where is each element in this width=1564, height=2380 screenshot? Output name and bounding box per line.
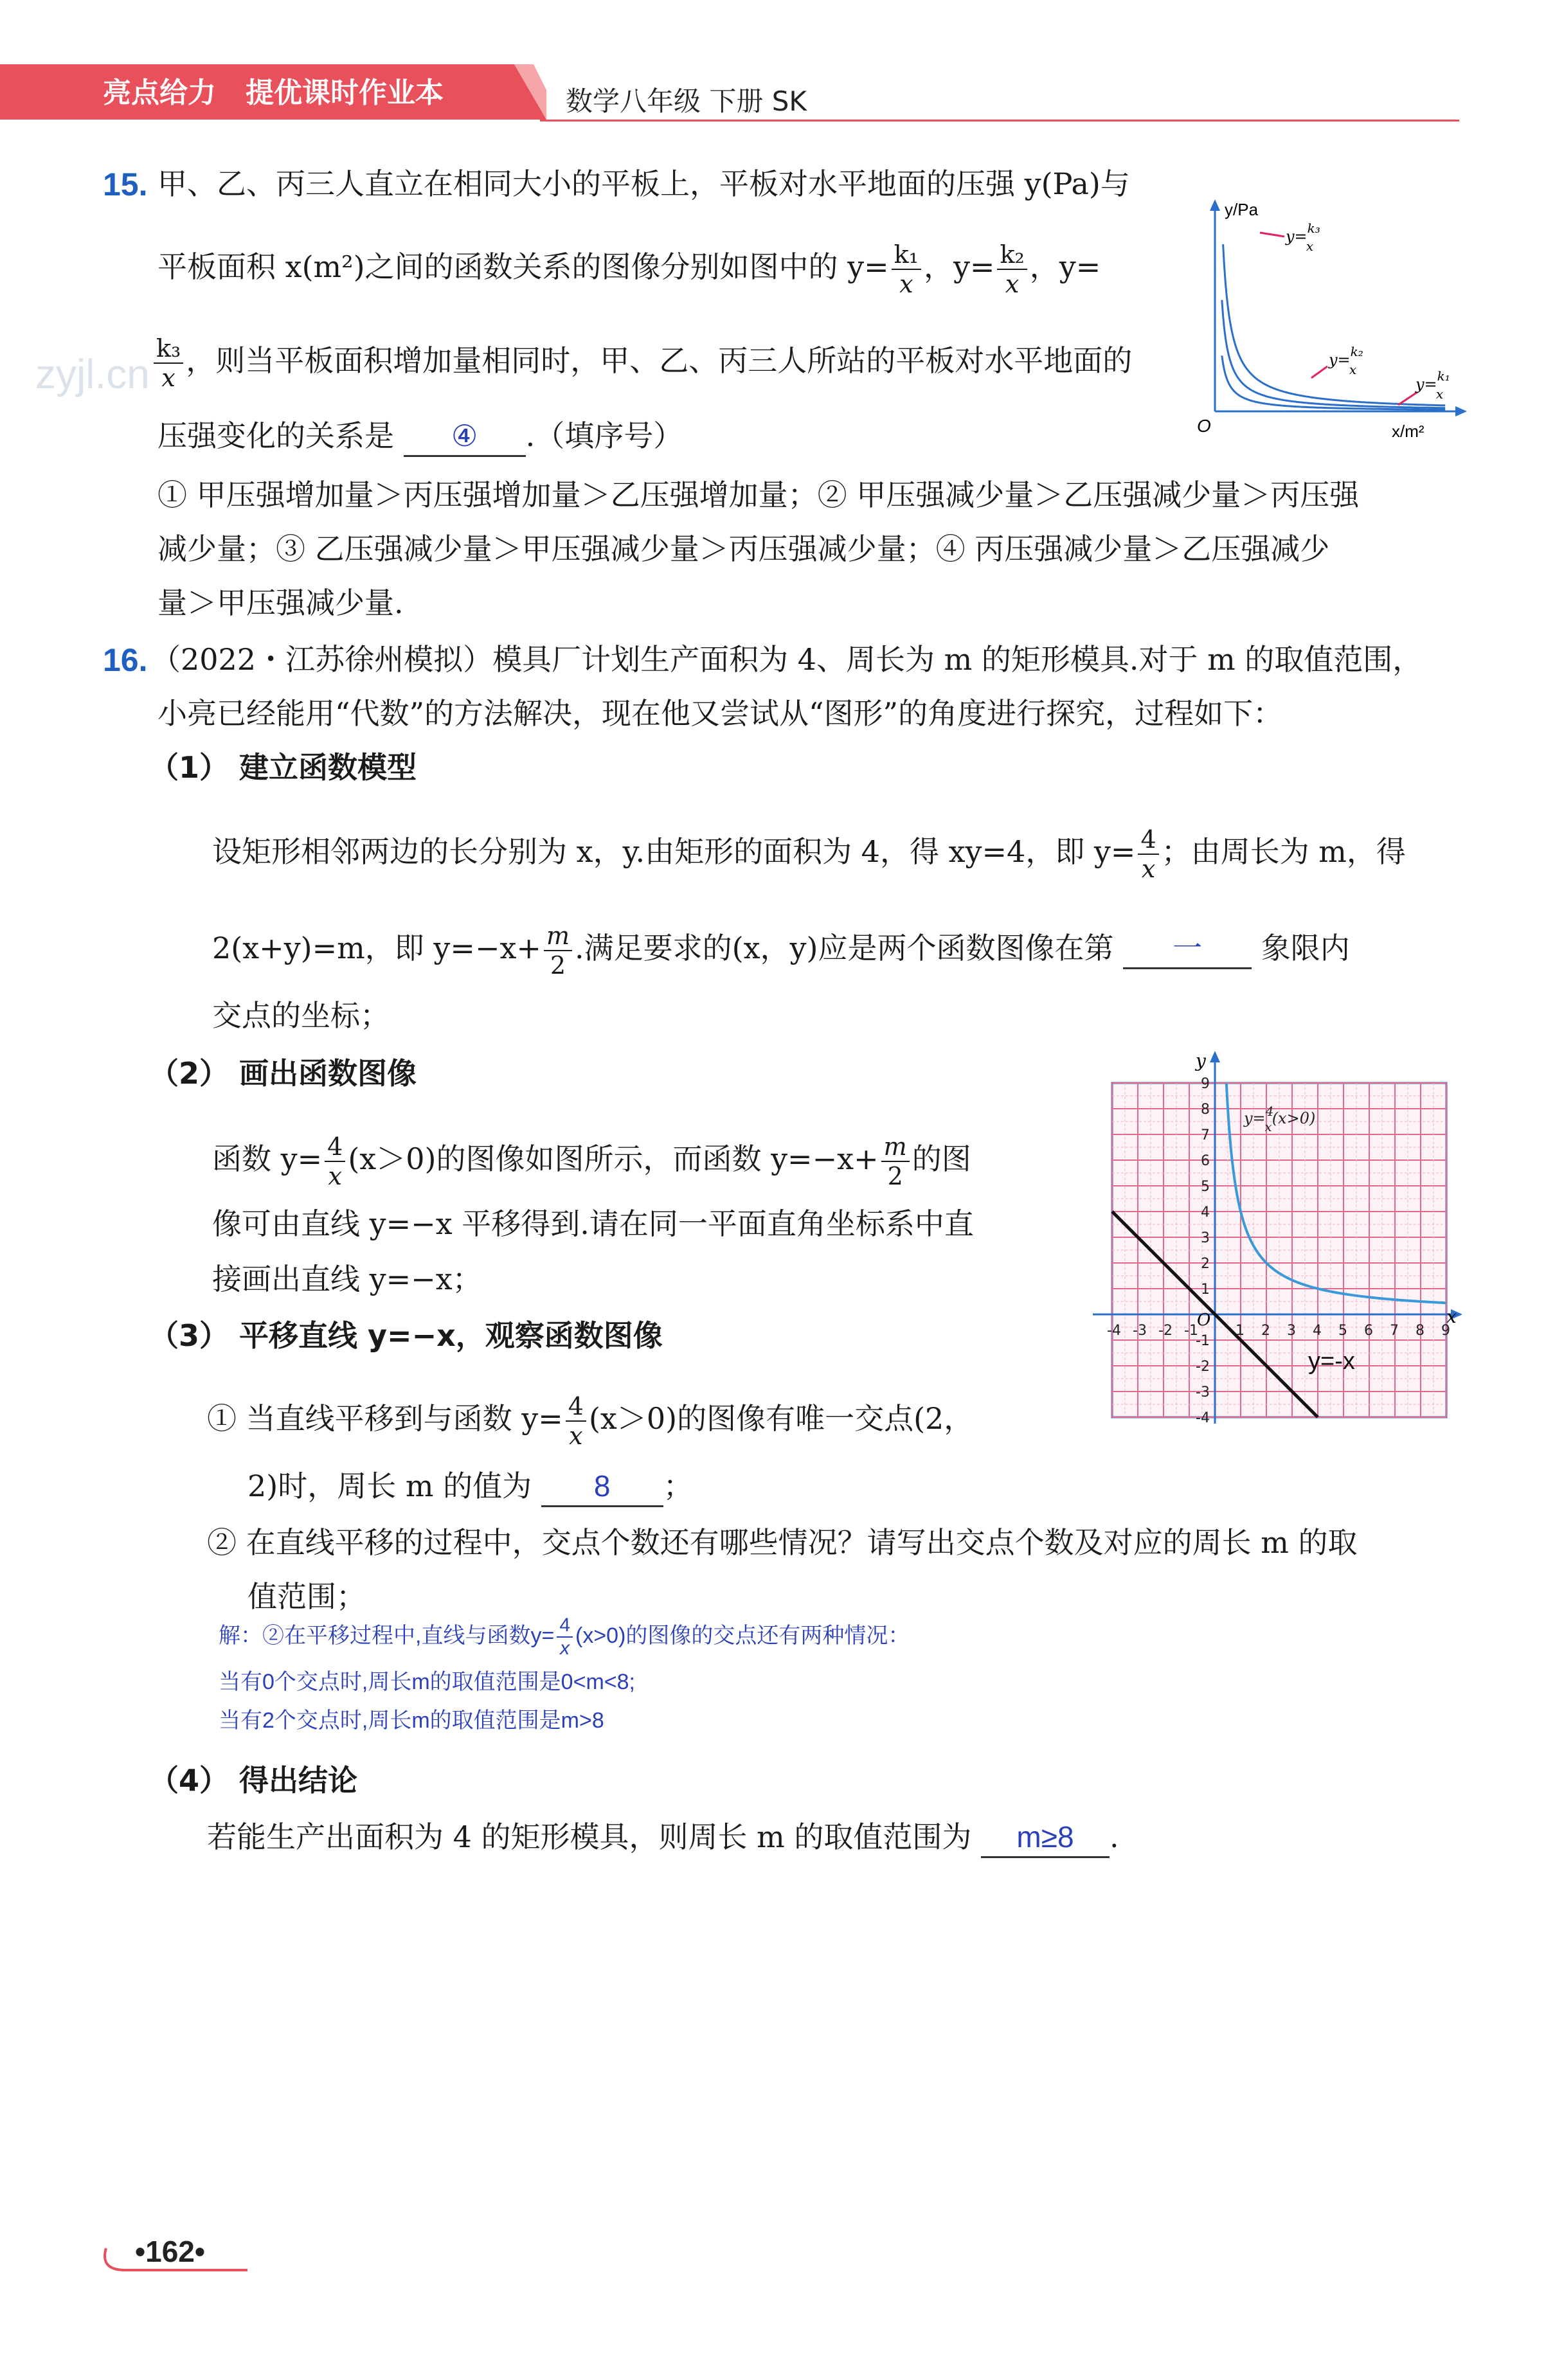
q16-frac-m-over-2-b: $\frac{m}{2}$ — [881, 1132, 910, 1190]
q15-line4 — [157, 416, 683, 457]
watermark: zyjl.cn — [35, 351, 150, 397]
q16-part1-line2-text: 2(x+y)=m，即 y=−x+ — [212, 931, 541, 965]
q16-part3-item1-tail: (x＞0)的图像有唯一交点(2， — [588, 1401, 974, 1436]
q16-x-tick-label: -1 — [1184, 1323, 1198, 1339]
q16-y-tick-label: 1 — [1201, 1282, 1210, 1298]
q16-x-tick-label: 1 — [1236, 1323, 1245, 1339]
q16-solution-line3: 当有2个交点时,周长m的取值范围是m>8 — [219, 1708, 604, 1733]
q16-frac-4-over-x-b: $\frac{4}{x}$ — [325, 1132, 345, 1190]
q16-frac-m-over-2-a: $\frac{m}{2}$ — [544, 922, 572, 980]
q16-y-tick-label: 6 — [1201, 1153, 1210, 1169]
q15-line3 — [151, 334, 1132, 392]
q15-number: 15. — [103, 166, 148, 202]
q15-label-k1: y=$^{k_1}$ x — [1416, 368, 1450, 402]
q16-frac-4-over-x-a: $\frac{4}{x}$ — [1138, 825, 1158, 883]
q16-part2-line3: 接画出直线 y=−x； — [212, 1262, 482, 1296]
q15-line2-text: 平板面积 x(m²)之间的函数关系的图像分别如图中的 y= — [157, 249, 889, 284]
q15-y-arrow — [1210, 199, 1220, 211]
q16-solution-line1-text: 解：②在平移过程中,直线与函数y= — [219, 1623, 555, 1648]
q16-part3-item1-line2-tail: ； — [663, 1469, 693, 1503]
q16-part4-line — [207, 1818, 1119, 1858]
q15-line4-text: 压强变化的关系是 — [157, 418, 394, 453]
q15-label-k2: y=$^{k_2}$ x — [1329, 344, 1363, 377]
q16-line-label: y=-x — [1308, 1348, 1355, 1375]
q16-part1-line2-mid: .满足要求的(x，y)应是两个函数图像在第 — [575, 931, 1114, 965]
q16-curve-label: y=$^4$ x(x>0) — [1244, 1104, 1316, 1134]
q16-y-tick-label: 9 — [1201, 1076, 1210, 1092]
q15-x-arrow — [1455, 406, 1467, 416]
q16-part1-line3: 交点的坐标； — [212, 998, 390, 1033]
q16-part3-title: （3） 平移直线 y=−x，观察函数图像 — [149, 1318, 663, 1353]
q16-x-tick-label: -4 — [1107, 1323, 1121, 1339]
q16-y-tick-label: 2 — [1201, 1256, 1210, 1272]
q16-solution-frac: $\frac{4}{x}$ — [557, 1615, 573, 1660]
page-number: •162• — [135, 2235, 205, 2268]
q16-part1-line1-tail: ；由周长为 m，得 — [1161, 834, 1406, 869]
q16-y-tick-label: 4 — [1201, 1204, 1210, 1221]
q15-sep2: ，y= — [1029, 249, 1101, 284]
q16-part1-line2 — [212, 922, 1350, 980]
q15-frac-k1: $\frac{\text{k₁}}{x}$ — [892, 240, 921, 298]
q16-x-tick-label: 9 — [1441, 1323, 1450, 1339]
q16-x-tick-label: -2 — [1158, 1323, 1173, 1339]
q15-option-line1: ① 甲压强增加量＞丙压强增加量＞乙压强增加量；② 甲压强减少量＞乙压强减少量＞丙压强 — [157, 478, 1360, 512]
q16-part1-line1 — [212, 825, 1406, 883]
q15-graph-svg — [1176, 193, 1472, 450]
q16-y-tick-label: -3 — [1196, 1384, 1210, 1400]
q16-y-tick-label: 5 — [1201, 1179, 1210, 1195]
q16-grid-xlabel: x — [1446, 1306, 1457, 1327]
q16-part1-answer-blank[interactable]: 一 — [1123, 929, 1252, 969]
q15-label-pointer-3 — [1260, 233, 1284, 237]
q15-label-pointer-1 — [1398, 392, 1417, 405]
q16-intro-line2: 小亮已经能用“代数”的方法解决，现在他又尝试从“图形”的角度进行探究，过程如下： — [157, 696, 1283, 731]
q16-x-tick-label: 7 — [1390, 1323, 1399, 1339]
q15-line1: 甲、乙、丙三人直立在相同大小的平板上，平板对水平地面的压强 y(Pa)与 — [157, 166, 1130, 201]
q16-part2-line1-text: 函数 y= — [212, 1141, 323, 1176]
q16-part4-title: （4） 得出结论 — [149, 1763, 358, 1798]
q16-solution-line1 — [219, 1615, 910, 1660]
q16-part1-title: （1） 建立函数模型 — [149, 750, 417, 785]
q16-part3-item1-line2 — [247, 1467, 693, 1507]
q16-y-arrow — [1210, 1051, 1220, 1062]
q15-curve-3 — [1223, 244, 1446, 406]
q16-x-tick-label: 3 — [1287, 1323, 1296, 1339]
q16-y-tick-label: 8 — [1201, 1102, 1210, 1118]
q16-part2-line1-tail: 的图 — [912, 1141, 971, 1176]
q16-part2-line1-mid: (x＞0)的图像如图所示，而函数 y=−x+ — [348, 1141, 879, 1176]
q16-grid-origin: O — [1197, 1311, 1211, 1330]
q16-x-tick-label: 6 — [1364, 1323, 1373, 1339]
q15-graph-origin: O — [1197, 416, 1211, 436]
q16-grid-graph — [1086, 1048, 1466, 1427]
q16-grid-svg — [1086, 1048, 1466, 1427]
q16-part4-answer-blank[interactable]: m≥8 — [981, 1818, 1110, 1858]
q16-x-tick-label: 5 — [1338, 1323, 1347, 1339]
q16-part4-text: 若能生产出面积为 4 的矩形模具，则周长 m 的取值范围为 — [207, 1820, 972, 1854]
header-rule — [540, 120, 1459, 121]
q16-part3-item1-line1 — [207, 1392, 973, 1450]
q16-frac-4-over-x-c: $\frac{4}{x}$ — [566, 1392, 586, 1450]
q16-y-tick-label: 7 — [1201, 1127, 1210, 1143]
header-subject: 数学八年级 下册 SK — [566, 85, 807, 117]
q16-part2-line2: 像可由直线 y=−x 平移得到.请在同一平面直角坐标系中直 — [212, 1206, 974, 1241]
q16-part3-item1-line2-text: 2)时，周长 m 的值为 — [247, 1469, 532, 1503]
q15-answer-blank[interactable]: ④ — [404, 416, 526, 457]
q16-solution-line2: 当有0个交点时,周长m的取值范围是0<m<8; — [219, 1670, 635, 1694]
q16-number: 16. — [103, 642, 148, 678]
q16-x-tick-label: 8 — [1416, 1323, 1425, 1339]
q16-part1-line1-text: 设矩形相邻两边的长分别为 x，y.由矩形的面积为 4，得 xy=4，即 y= — [212, 834, 1136, 869]
q15-frac-k3: $\frac{\text{k₃}}{x}$ — [154, 334, 183, 392]
q16-grid-ylabel: y — [1196, 1050, 1206, 1071]
q16-y-tick-label: -2 — [1196, 1359, 1210, 1375]
q16-x-tick-label: 4 — [1313, 1323, 1322, 1339]
q15-option-line3: 量＞甲压强减少量. — [157, 586, 404, 620]
q16-part3-answer-blank[interactable]: 8 — [541, 1467, 663, 1507]
q16-solution-line1-tail: (x>0)的图像的交点还有两种情况： — [575, 1623, 910, 1648]
q15-graph — [1176, 193, 1472, 450]
q15-line4-tail: .（填序号） — [525, 418, 683, 453]
q15-sep1: ，y= — [923, 249, 995, 284]
q15-line3-text: ，则当平板面积增加量相同时，甲、乙、丙三人所站的平板对水平地面的 — [186, 343, 1133, 378]
q15-line2 — [157, 240, 1101, 298]
q16-part3-item1-text: ① 当直线平移到与函数 y= — [207, 1401, 563, 1436]
q15-graph-ylabel: y/Pa — [1225, 200, 1259, 219]
q16-part3-item2-line2: 值范围； — [247, 1579, 366, 1614]
header-brand-text: 亮点给力 — [103, 76, 216, 109]
q15-frac-k2: $\frac{\text{k₂}}{x}$ — [997, 240, 1027, 298]
q15-label-k3: y=$^{k_3}$ x — [1286, 220, 1320, 254]
q16-y-tick-label: 3 — [1201, 1230, 1210, 1246]
q15-label-pointer-2 — [1311, 366, 1327, 378]
q16-part1-line2-tail: 象限内 — [1261, 931, 1350, 965]
q16-part2-line1 — [212, 1132, 971, 1190]
q16-y-tick-label: -1 — [1196, 1333, 1210, 1349]
q15-graph-xlabel: x/m² — [1392, 422, 1425, 441]
header-brand — [103, 69, 444, 111]
q16-intro-line1: （2022・江苏徐州模拟）模具厂计划生产面积为 4、周长为 m 的矩形模具.对于 m 的取值范围， — [151, 642, 1423, 677]
q16-y-tick-label: -4 — [1196, 1410, 1210, 1426]
q16-part4-tail: . — [1110, 1820, 1119, 1854]
q15-option-line2: 减少量；③ 乙压强减少量＞甲压强减少量＞丙压强减少量；④ 丙压强减少量＞乙压强减少 — [157, 532, 1330, 566]
q16-part2-title: （2） 画出函数图像 — [149, 1056, 417, 1091]
q16-x-tick-label: 2 — [1261, 1323, 1270, 1339]
q16-x-tick-label: -3 — [1133, 1323, 1147, 1339]
header-series-text: 提优课时作业本 — [245, 76, 444, 109]
q16-part3-item2-line1: ② 在直线平移的过程中，交点个数还有哪些情况？请写出交点个数及对应的周长 m 的取 — [207, 1525, 1358, 1560]
